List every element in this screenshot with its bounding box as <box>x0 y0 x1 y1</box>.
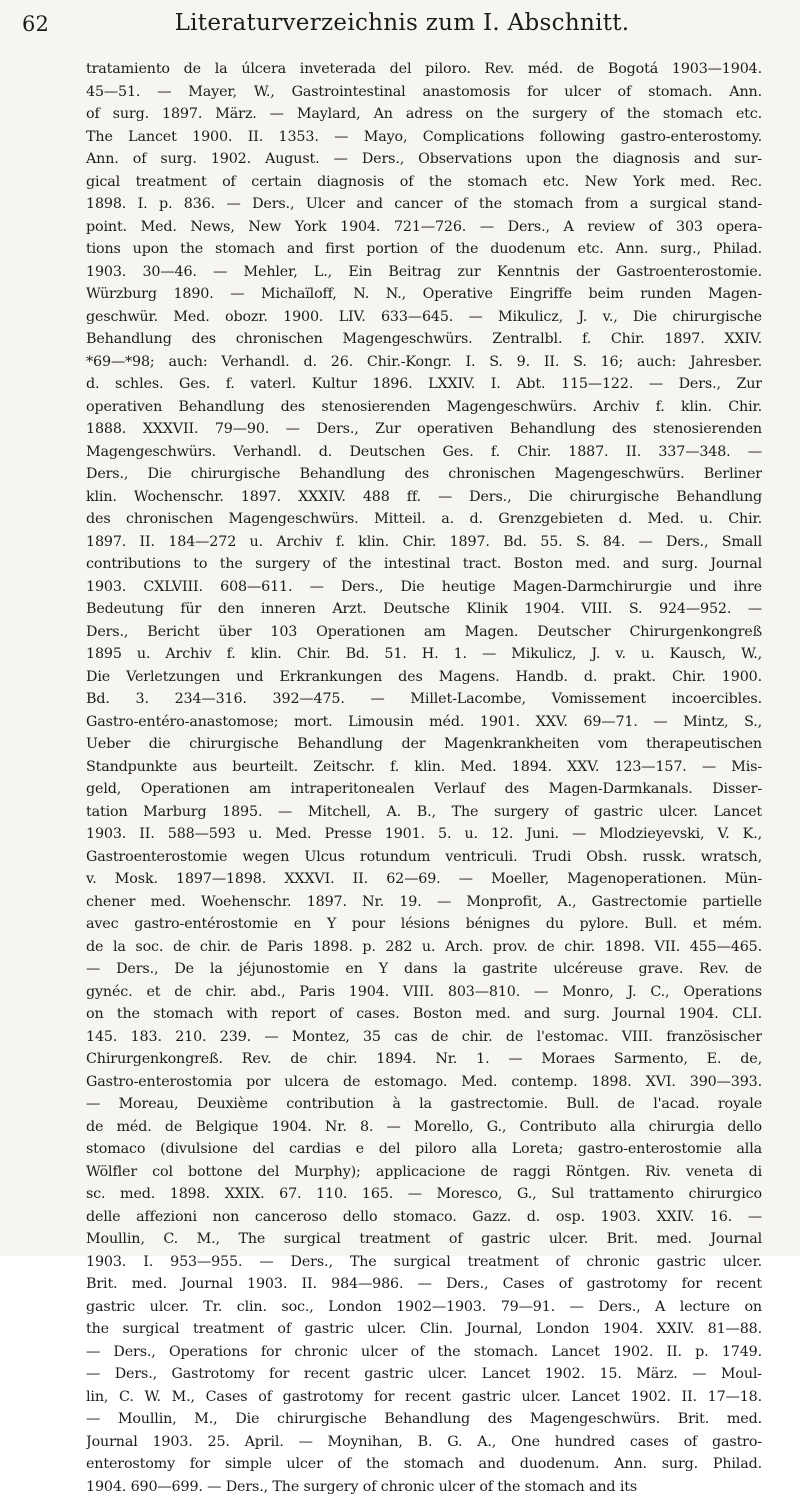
text-line: Bd. 3. 234—316. 392—475. — Millet-Lacombe, Vomissement incoercibles. <box>86 688 762 711</box>
text-line: Ders., Die chirurgische Behandlung des chronischen Magengeschwürs. Berliner <box>86 463 762 486</box>
text-line: Chirurgenkongreß. Rev. de chir. 1894. Nr. 1. — Moraes Sarmento, E. de, <box>86 1048 762 1071</box>
running-title: Literaturverzeichnis zum I. Abschnitt. <box>22 10 782 36</box>
text-line: — Moullin, M., Die chirurgische Behandlung des Magengeschwürs. Brit. med. <box>86 1408 762 1431</box>
text-line: Gastro-entéro-anastomose; mort. Limousin méd. 1901. XXV. 69—71. — Mintz, S., <box>86 711 762 734</box>
text-line: Bedeutung für den inneren Arzt. Deutsche Klinik 1904. VIII. S. 924—952. — <box>86 598 762 621</box>
text-line: Ann. of surg. 1902. August. — Ders., Observations upon the diagnosis and sur- <box>86 148 762 171</box>
text-line: enterostomy for simple ulcer of the stomach and duodenum. Ann. surg. Philad. <box>86 1453 762 1476</box>
text-line: Ueber die chirurgische Behandlung der Magenkrankheiten vom therapeutischen <box>86 733 762 756</box>
text-line: Behandlung des chronischen Magengeschwürs. Zentralbl. f. Chir. 1897. XXIV. <box>86 328 762 351</box>
page-number: 62 <box>22 12 49 36</box>
text-line: des chronischen Magengeschwürs. Mitteil. a. d. Grenzgebieten d. Med. u. Chir. <box>86 508 762 531</box>
text-line: tratamiento de la úlcera inveterada del piloro. Rev. méd. de Bogotá 1903—1904. <box>86 58 762 81</box>
text-line: geld, Operationen am intraperitonealen Verlauf des Magen-Darmkanals. Disser- <box>86 778 762 801</box>
text-line: 1897. II. 184—272 u. Archiv f. klin. Chir. 1897. Bd. 55. S. 84. — Ders., Small <box>86 531 762 554</box>
text-line: — Ders., Gastrotomy for recent gastric ulcer. Lancet 1902. 15. März. — Moul- <box>86 1363 762 1386</box>
text-line: 1903. I. 953—955. — Ders., The surgical treatment of chronic gastric ulcer. <box>86 1251 762 1274</box>
text-line: gastric ulcer. Tr. clin. soc., London 1902—1903. 79—91. — Ders., A lecture on <box>86 1296 762 1319</box>
text-line: 45—51. — Mayer, W., Gastrointestinal anastomosis for ulcer of stomach. Ann. <box>86 81 762 104</box>
text-line: 1904. 690—699. — Ders., The surgery of chronic ulcer of the stomach and its <box>86 1476 762 1498</box>
text-line: 1888. XXXVII. 79—90. — Ders., Zur operativen Behandlung des stenosierenden <box>86 418 762 441</box>
text-line: chener med. Woehenschr. 1897. Nr. 19. — Monprofit, A., Gastrectomie partielle <box>86 891 762 914</box>
text-line: Moullin, C. M., The surgical treatment of gastric ulcer. Brit. med. Journal <box>86 1228 762 1251</box>
text-line: on the stomach with report of cases. Boston med. and surg. Journal 1904. CLI. <box>86 1003 762 1026</box>
text-line: 145. 183. 210. 239. — Montez, 35 cas de chir. de l'estomac. VIII. französischer <box>86 1026 762 1049</box>
text-line: of surg. 1897. März. — Maylard, An adress on the surgery of the stomach etc. <box>86 103 762 126</box>
text-line: operativen Behandlung des stenosierenden Magengeschwürs. Archiv f. klin. Chir. <box>86 396 762 419</box>
text-line: de méd. de Belgique 1904. Nr. 8. — Morello, G., Contributo alla chirurgia dello <box>86 1116 762 1139</box>
text-line: sc. med. 1898. XXIX. 67. 110. 165. — Moresco, G., Sul trattamento chirurgico <box>86 1183 762 1206</box>
text-line: de la soc. de chir. de Paris 1898. p. 282 u. Arch. prov. de chir. 1898. VII. 455—465. <box>86 936 762 959</box>
text-line: point. Med. News, New York 1904. 721—726. — Ders., A review of 303 opera- <box>86 216 762 239</box>
text-line: gynéc. et de chir. abd., Paris 1904. VIII. 803—810. — Monro, J. C., Operations <box>86 981 762 1004</box>
text-line: 1895 u. Archiv f. klin. Chir. Bd. 51. H. 1. — Mikulicz, J. v. u. Kausch, W., <box>86 643 762 666</box>
text-line: klin. Wochenschr. 1897. XXXIV. 488 ff. — Ders., Die chirurgische Behandlung <box>86 486 762 509</box>
text-line: contributions to the surgery of the intestinal tract. Boston med. and surg. Journal <box>86 553 762 576</box>
text-line: the surgical treatment of gastric ulcer. Clin. Journal, London 1904. XXIV. 81—88. <box>86 1318 762 1341</box>
text-line: — Ders., De la jéjunostomie en Y dans la gastrite ulcéreuse grave. Rev. de <box>86 958 762 981</box>
text-line: d. schles. Ges. f. vaterl. Kultur 1896. LXXIV. I. Abt. 115—122. — Ders., Zur <box>86 373 762 396</box>
text-line: Standpunkte aus beurteilt. Zeitschr. f. klin. Med. 1894. XXV. 123—157. — Mis- <box>86 756 762 779</box>
text-line: geschwür. Med. obozr. 1900. LIV. 633—645. — Mikulicz, J. v., Die chirurgische <box>86 306 762 329</box>
text-line: — Ders., Operations for chronic ulcer of the stomach. Lancet 1902. II. p. 1749. <box>86 1341 762 1364</box>
text-line: stomaco (divulsione del cardias e del piloro alla Loreta; gastro-enterostomie alla <box>86 1138 762 1161</box>
running-header <box>22 10 782 40</box>
text-line: delle affezioni non canceroso dello stomaco. Gazz. d. osp. 1903. XXIV. 16. — <box>86 1206 762 1229</box>
text-line: Brit. med. Journal 1903. II. 984—986. — Ders., Cases of gastrotomy for recent <box>86 1273 762 1296</box>
text-line: Ders., Bericht über 103 Operationen am Magen. Deutscher Chirurgenkongreß <box>86 621 762 644</box>
text-line: Magengeschwürs. Verhandl. d. Deutschen Ges. f. Chir. 1887. II. 337—348. — <box>86 441 762 464</box>
text-line: Die Verletzungen und Erkrankungen des Magens. Handb. d. prakt. Chir. 1900. <box>86 666 762 689</box>
text-line: tions upon the stomach and first portion of the duodenum etc. Ann. surg., Philad. <box>86 238 762 261</box>
text-line: 1903. CXLVIII. 608—611. — Ders., Die heutige Magen-Darmchirurgie und ihre <box>86 576 762 599</box>
text-line: lin, C. W. M., Cases of gastrotomy for recent gastric ulcer. Lancet 1902. II. 17—18. <box>86 1386 762 1409</box>
text-line: avec gastro-entérostomie en Y pour lésions bénignes du pylore. Bull. et mém. <box>86 913 762 936</box>
text-line: gical treatment of certain diagnosis of the stomach etc. New York med. Rec. <box>86 171 762 194</box>
text-line: Würzburg 1890. — Michaïloff, N. N., Operative Eingriffe beim runden Magen- <box>86 283 762 306</box>
text-line: — Moreau, Deuxième contribution à la gastrectomie. Bull. de l'acad. royale <box>86 1093 762 1116</box>
text-line: Gastro-enterostomia por ulcera de estomago. Med. contemp. 1898. XVI. 390—393. <box>86 1071 762 1094</box>
text-line: Wölfler col bottone del Murphy); applicacione de raggi Röntgen. Riv. veneta di <box>86 1161 762 1184</box>
bibliography-text <box>86 58 762 1498</box>
text-line: 1898. I. p. 836. — Ders., Ulcer and cancer of the stomach from a surgical stand- <box>86 193 762 216</box>
text-line: tation Marburg 1895. — Mitchell, A. B., The surgery of gastric ulcer. Lancet <box>86 801 762 824</box>
text-line: v. Mosk. 1897—1898. XXXVI. II. 62—69. — Moeller, Magenoperationen. Mün- <box>86 868 762 891</box>
text-line: *69—*98; auch: Verhandl. d. 26. Chir.-Kongr. I. S. 9. II. S. 16; auch: Jahresber. <box>86 351 762 374</box>
text-line: Journal 1903. 25. April. — Moynihan, B. G. A., One hundred cases of gastro- <box>86 1431 762 1454</box>
text-line: Gastroenterostomie wegen Ulcus rotundum ventriculi. Trudi Obsh. russk. wratsch, <box>86 846 762 869</box>
text-line: 1903. II. 588—593 u. Med. Presse 1901. 5. u. 12. Juni. — Mlodzieyevski, V. K., <box>86 823 762 846</box>
text-line: The Lancet 1900. II. 1353. — Mayo, Complications following gastro-enterostomy. <box>86 126 762 149</box>
text-line: 1903. 30—46. — Mehler, L., Ein Beitrag zur Kenntnis der Gastroenterostomie. <box>86 261 762 284</box>
